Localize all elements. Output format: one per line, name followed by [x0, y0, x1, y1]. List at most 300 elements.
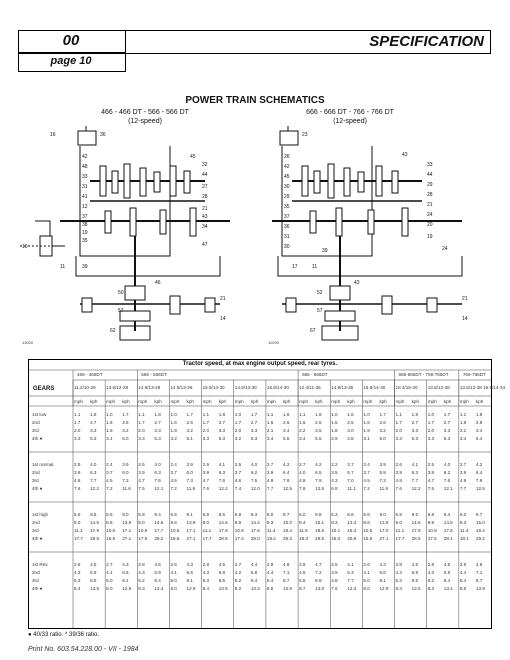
speed-value: 3.8 [427, 470, 435, 475]
speed-value: 29.2 [475, 536, 485, 541]
speed-value: 6.9 [218, 570, 226, 575]
speed-value: 7.2 [106, 486, 113, 491]
speed-value: 3.9 [138, 470, 145, 475]
speed-value: 2.9 [331, 436, 338, 441]
speed-value: 8.4 [154, 578, 161, 583]
speed-value: 6.4 [475, 470, 483, 475]
speed-value: 4.6 [283, 562, 290, 567]
speed-value: 2.0 [138, 428, 145, 433]
speed-value: 2.6 [202, 462, 209, 467]
unit-label: mph [363, 399, 373, 404]
speed-value: 29.3 [283, 536, 292, 541]
document-title: POWER TRAIN SCHEMATICS [185, 95, 325, 106]
unit-label: kph [315, 399, 323, 404]
right-schematic-caption [270, 108, 430, 126]
speed-value: 3.7 [170, 470, 177, 475]
speed-value: 5.8 [234, 512, 242, 517]
speed-value: 13.4 [154, 586, 164, 591]
speed-value: 2.7 [411, 420, 418, 425]
speed-value: 9.5 [90, 512, 97, 517]
gear-label: 1st high [32, 512, 49, 517]
speed-value: 4.4 [459, 570, 467, 575]
footnote: ● 40/33 ratio. * 39/36 ratio. [28, 632, 100, 638]
speed-value: 13.9 [122, 520, 132, 525]
speed-value: 17.7 [395, 536, 405, 541]
speed-value: 11.1 [202, 528, 212, 533]
gear-label: 3rd [32, 528, 39, 533]
speed-value: 6.3 [411, 470, 418, 475]
speed-value: 12.2 [411, 486, 421, 491]
speed-value: 6.4 [283, 470, 290, 475]
speed-value: 5.3 [411, 436, 418, 441]
speed-value: 17.0 [379, 528, 389, 533]
speed-value: 4.2 [283, 462, 290, 467]
speed-value: 4.5 [106, 478, 113, 483]
speed-value: 13.9 [379, 520, 389, 525]
unit-label: kph [122, 399, 130, 404]
schematic-label: 39 [322, 248, 328, 254]
schematic-label: 39 [82, 264, 88, 270]
schematic-label: 45 [284, 174, 290, 180]
speed-value: 10.9 [234, 528, 244, 533]
speed-value: 2.6 [379, 420, 386, 425]
speed-value: 8.4 [74, 586, 81, 591]
speed-value: 9.3 [459, 520, 467, 525]
speed-value: 8.5 [218, 578, 226, 583]
speed-value: 6.3 [218, 470, 226, 475]
speed-value: 7.3 [122, 478, 129, 483]
speed-value: 4.0 [250, 462, 258, 467]
tyre-size: 16.9/14-30 [363, 385, 386, 390]
speed-value: 4.5 [363, 478, 370, 483]
speed-value: 5.5 [315, 436, 322, 441]
speed-value: 9.1 [186, 512, 193, 517]
speed-value: 2.9 [459, 562, 467, 567]
speed-value: 4.4 [250, 562, 258, 567]
schematic-label: 27 [202, 184, 208, 190]
speed-value: 28.5 [90, 536, 100, 541]
schematic-label: 35 [284, 204, 290, 210]
speed-value: 12.9 [379, 586, 389, 591]
speed-value: 5.3 [443, 436, 451, 441]
schematic-label: 31 [82, 184, 88, 190]
speed-value: 3.4 [283, 428, 290, 433]
speed-value: 3.2 [186, 428, 193, 433]
gear-label: 3rd [32, 428, 39, 433]
speed-value: 3.9 [186, 462, 193, 467]
speed-value: 4.3 [331, 478, 338, 483]
speed-value: 7.5 [138, 486, 145, 491]
speed-value: 6.9 [411, 570, 418, 575]
speed-value: 2.7 [234, 562, 242, 567]
speed-value: 1.0 [331, 412, 338, 417]
speed-value: 14.4 [250, 520, 260, 525]
speed-value: 8.1 [186, 578, 193, 583]
unit-label: kph [250, 399, 259, 404]
speed-value: 3.2 [379, 428, 386, 433]
schematic-label: 29 [427, 182, 433, 188]
speed-value: 4.0 [154, 462, 161, 467]
speed-value: 1.8 [411, 412, 418, 417]
speed-value: 2.0 [234, 428, 242, 433]
speed-value: 3.9 [266, 470, 274, 475]
schematic-label: 24 [442, 246, 448, 252]
speed-value: 13.5 [90, 586, 100, 591]
speed-value: 28.1 [443, 536, 453, 541]
schematic-label: 43 [202, 214, 208, 220]
speed-value: 2.7 [218, 420, 226, 425]
table-title: Tractor speed, at max engine output speed, rear tyres. [182, 361, 338, 367]
speed-value: 7.1 [475, 570, 483, 575]
speed-value: 2.5 [347, 420, 354, 425]
speed-value: 12.5 [475, 486, 485, 491]
speed-value: 12.0 [250, 486, 260, 491]
speed-value: 4.7 [138, 478, 145, 483]
speed-value: 4.9 [266, 478, 274, 483]
speed-value: 5.6 [363, 512, 370, 517]
speed-value: 2.6 [283, 420, 290, 425]
speed-value: 6.0 [186, 470, 193, 475]
unit-label: mph [299, 399, 308, 404]
speed-value: 27.1 [186, 536, 196, 541]
tyre-size: 12.4/11-36 [299, 385, 321, 390]
speed-value: 1.1 [459, 412, 467, 417]
speed-value: 4.1 [218, 462, 226, 467]
speed-value: 29.5 [315, 536, 325, 541]
speed-value: 3.7 [347, 462, 354, 467]
speed-value: 1.0 [363, 412, 370, 417]
speed-value: 17.7 [202, 536, 212, 541]
speed-value: 5.8 [427, 512, 435, 517]
speed-value: 9.7 [283, 512, 290, 517]
speed-value: 2.5 [427, 462, 435, 467]
speed-value: 2.8 [427, 562, 435, 567]
speed-value: 5.6 [170, 512, 177, 517]
tyre-size: 13.6/12-38 [427, 385, 450, 390]
speed-value: 2.4 [363, 462, 370, 467]
speed-value: 4.0 [90, 462, 97, 467]
speed-value: 17.9 [218, 528, 228, 533]
speed-value: 2.8 [202, 562, 209, 567]
speed-value: 8.5 [90, 578, 97, 583]
speed-value: 15.1 [315, 520, 325, 525]
speed-value: 5.9 [379, 470, 386, 475]
speed-value: 13.5 [218, 586, 228, 591]
speed-value: 7.5 [427, 486, 435, 491]
speed-value: 18.4 [475, 528, 485, 533]
speed-value: 14.6 [90, 520, 100, 525]
speed-value: 5.2 [234, 578, 242, 583]
speed-value: 9.0 [379, 512, 386, 517]
speed-value: 1.7 [234, 420, 242, 425]
schematic-label: 33 [427, 162, 433, 168]
speed-value: 25.9 [347, 536, 357, 541]
speed-value: 4.1 [170, 570, 177, 575]
unit-label: mph [106, 399, 116, 404]
group-header: 666-666DT - 766-766DT [398, 372, 449, 377]
speed-value: 1.7 [138, 420, 145, 425]
speed-value: 1.0 [170, 412, 177, 417]
speed-value: 13.3 [347, 520, 357, 525]
speed-value: 2.7 [266, 462, 274, 467]
speed-value: 5.3 [90, 436, 97, 441]
speed-value: 4.5 [154, 562, 161, 567]
speed-value: 6.2 [443, 470, 451, 475]
speed-value: 9.5 [411, 512, 418, 517]
speed-value: 1.9 [170, 428, 177, 433]
speed-value: 1.1 [202, 412, 209, 417]
speed-value: 1.1 [266, 412, 274, 417]
speed-value: 14.5 [443, 520, 453, 525]
speed-value: 3.3 [427, 436, 435, 441]
tyre-size: 11.2/10-28 [74, 385, 96, 390]
speed-value: 13.4 [443, 586, 453, 591]
speed-value: 8.6 [266, 586, 274, 591]
schematic-label: 19 [427, 234, 433, 240]
speed-value: 1.6 [106, 420, 113, 425]
speed-value: 1.8 [283, 412, 290, 417]
speed-value: 2.8 [74, 562, 81, 567]
speed-value: 2.7 [90, 420, 97, 425]
schematic-label: 38 [82, 222, 88, 228]
speed-value: 3.3 [138, 436, 145, 441]
speed-value: 4.1 [363, 570, 370, 575]
group-header: 466 - 466DT [77, 372, 103, 377]
speed-value: 2.4 [106, 462, 113, 467]
speed-value: 3.9 [74, 470, 81, 475]
speed-value: 2.7 [459, 462, 467, 467]
tyre-size: 16.9/14-30 [202, 385, 225, 390]
speed-value: 9.7 [475, 512, 483, 517]
speed-value: 5.0 [363, 578, 370, 583]
speed-value: 2.0 [202, 428, 209, 433]
speed-value: 7.0 [347, 478, 354, 483]
speed-value: 1.8 [90, 412, 97, 417]
left-models: 466 - 466 DT - 566 - 566 DT [101, 109, 189, 116]
speed-value: 2.0 [74, 428, 81, 433]
speed-value: 1.7 [250, 412, 258, 417]
speed-value: 4.3 [138, 570, 145, 575]
speed-value: 2.7 [443, 420, 451, 425]
tyre-size: 14.9/13-36 [331, 385, 354, 390]
speed-value: 9.3 [250, 512, 258, 517]
speed-value: 12.5 [283, 486, 292, 491]
schematic-label: 23 [302, 132, 308, 138]
speed-value: 3.3 [154, 428, 161, 433]
speed-value: 8.4 [202, 586, 209, 591]
speed-value: 27.1 [379, 536, 389, 541]
speed-value: 3.4 [459, 436, 467, 441]
speed-value: 2.2 [331, 462, 338, 467]
speed-value: 4.2 [315, 462, 322, 467]
schematic-label: 30 [284, 244, 290, 250]
speed-value: 18.5 [315, 528, 325, 533]
schematic-label: 52 [317, 290, 323, 296]
right-powertrain-schematic [262, 126, 492, 351]
speed-value: 15.0 [283, 520, 292, 525]
unit-label: kph [443, 399, 452, 404]
speed-value: 3.7 [106, 470, 113, 475]
speed-value: 5.3 [250, 436, 258, 441]
speed-value: 2.7 [299, 462, 306, 467]
schematic-label: 36 [100, 132, 106, 138]
speed-value: 18.3 [299, 536, 309, 541]
speed-value: 1.6 [299, 420, 306, 425]
speed-value: 2.7 [250, 420, 258, 425]
section-number: 00 [62, 32, 80, 49]
schematic-label: 42 [284, 164, 290, 170]
speed-value: 16.0 [331, 536, 341, 541]
speed-value: 6.0 [299, 512, 306, 517]
schematic-label: 44 [202, 172, 208, 178]
schematic-label: 31 [284, 234, 290, 240]
speed-value: 6.6 [379, 570, 386, 575]
schematic-label: 57 [118, 308, 124, 314]
unit-label: mph [395, 399, 405, 404]
speed-value: 16.8 [170, 536, 180, 541]
speed-value: 4.8 [347, 436, 354, 441]
schematic-label: 12 [82, 204, 88, 210]
speed-value: 1.7 [186, 412, 193, 417]
speed-value: 3.1 [363, 436, 370, 441]
speed-value: 17.6 [443, 528, 453, 533]
speed-value: 7.9 [283, 478, 290, 483]
unit-label: kph [186, 399, 194, 404]
gear-label: 3rd [32, 578, 39, 583]
speed-value: 1.9 [106, 428, 113, 433]
speed-value: 3.9 [379, 462, 386, 467]
speed-value: 1.9 [363, 428, 370, 433]
speed-value: 8.3 [427, 586, 435, 591]
schematic-label: 62 [110, 328, 116, 334]
speed-value: 5.0 [379, 436, 386, 441]
speed-value: 5.9 [395, 512, 402, 517]
tyre-size: 18.4/15-30 [395, 385, 418, 390]
speed-value: 28.5 [218, 536, 228, 541]
speed-value: 8.5 [411, 578, 418, 583]
speed-value: 9.4 [154, 512, 161, 517]
unit-label: mph [427, 399, 437, 404]
gears-label: GEARS [33, 386, 55, 392]
speed-value: 7.2 [363, 486, 370, 491]
speed-value: 7.6 [202, 486, 209, 491]
speed-value: 1.7 [427, 420, 435, 425]
speed-value: 4.3 [379, 562, 386, 567]
speed-value: 2.1 [266, 428, 274, 433]
unit-label: kph [218, 399, 227, 404]
speed-value: 28.0 [250, 536, 260, 541]
schematic-label: 35 [82, 238, 88, 244]
schematic-label: 10 [22, 244, 28, 250]
speed-value: 1.1 [395, 412, 402, 417]
schematic-label: 43 [402, 152, 408, 158]
speed-value: 6.9 [443, 570, 451, 575]
speed-value: 1.7 [395, 420, 402, 425]
print-number: Print No. 603.54.228.00 - VII - 1984 [28, 646, 139, 653]
speed-value: 5.4 [266, 578, 274, 583]
speed-value: 1.8 [154, 412, 161, 417]
speed-value: 1.1 [138, 412, 145, 417]
schematic-label: 44 [427, 172, 433, 178]
speed-value: 2.0 [427, 428, 435, 433]
speed-value: 8.1 [122, 578, 129, 583]
speed-value: 2.1 [459, 428, 467, 433]
speed-value: 7.3 [379, 478, 386, 483]
left-powertrain-schematic [20, 126, 250, 351]
speed-value: 2.6 [186, 420, 193, 425]
speed-value: 2.9 [266, 562, 274, 567]
left-speed: (12-speed) [128, 118, 162, 125]
schematic-label: 24 [427, 212, 433, 218]
speed-value: 4.5 [90, 562, 97, 567]
speed-value: 7.7 [90, 478, 97, 483]
speed-value: 4.6 [475, 562, 483, 567]
speed-value: 5.5 [299, 578, 306, 583]
speed-value: 2.6 [363, 562, 370, 567]
speed-value: 4.3 [74, 570, 81, 575]
speed-value: 4.3 [122, 562, 129, 567]
speed-value: 4.5 [443, 562, 451, 567]
speed-value: 5.3 [154, 436, 161, 441]
speed-value: 7.6 [331, 586, 338, 591]
speed-value: 8.0 [170, 586, 177, 591]
speed-value: 3.9 [395, 470, 402, 475]
unit-label: kph [154, 399, 162, 404]
gear-label: 1st Rev. [32, 562, 49, 567]
speed-value: 7.9 [475, 478, 483, 483]
schematic-label: 19 [82, 230, 88, 236]
speed-value: 4.8 [74, 478, 81, 483]
speed-value: 5.9 [74, 512, 81, 517]
speed-value: 4.1 [411, 462, 418, 467]
speed-value: 4.1 [106, 570, 113, 575]
speed-value: 5.2 [138, 578, 145, 583]
speed-value: 9.3 [266, 520, 274, 525]
speed-value: 6.9 [154, 570, 161, 575]
speed-value: 7.6 [154, 478, 161, 483]
speed-value: 14.6 [218, 520, 228, 525]
speed-value: 1.5 [331, 420, 338, 425]
speed-value: 4.6 [234, 478, 242, 483]
schematic-label: 11 [312, 264, 318, 270]
speed-value: 8.3 [138, 586, 145, 591]
speed-value: 27.1 [122, 536, 132, 541]
speed-value: 1.6 [170, 420, 177, 425]
speed-value: 1.7 [202, 420, 209, 425]
speed-value: 4.9 [299, 478, 306, 483]
speed-value: 6.3 [154, 470, 161, 475]
speed-value: 1.8 [475, 412, 483, 417]
speed-value: 5.0 [170, 578, 177, 583]
speed-value: 10.9 [427, 528, 437, 533]
tyre-size: 13.6/12-28 [106, 385, 129, 390]
speed-value: 5.7 [347, 470, 354, 475]
speed-value: 8.9 [427, 520, 435, 525]
speed-value: 17.9 [411, 528, 421, 533]
speed-value: 12.3 [347, 586, 357, 591]
speed-value: 2.0 [395, 428, 402, 433]
speed-value: 11.6 [186, 486, 196, 491]
speed-value: 9.4 [299, 520, 306, 525]
speed-value: 10.6 [170, 528, 180, 533]
speed-value: 12.1 [443, 486, 453, 491]
gear-label: 2nd [32, 570, 40, 575]
speed-value: 2.2 [299, 428, 306, 433]
speed-value: 3.3 [218, 428, 226, 433]
speed-value: 5.6 [106, 512, 113, 517]
speed-value: 8.8 [315, 578, 322, 583]
speed-value: 13.5 [411, 586, 421, 591]
